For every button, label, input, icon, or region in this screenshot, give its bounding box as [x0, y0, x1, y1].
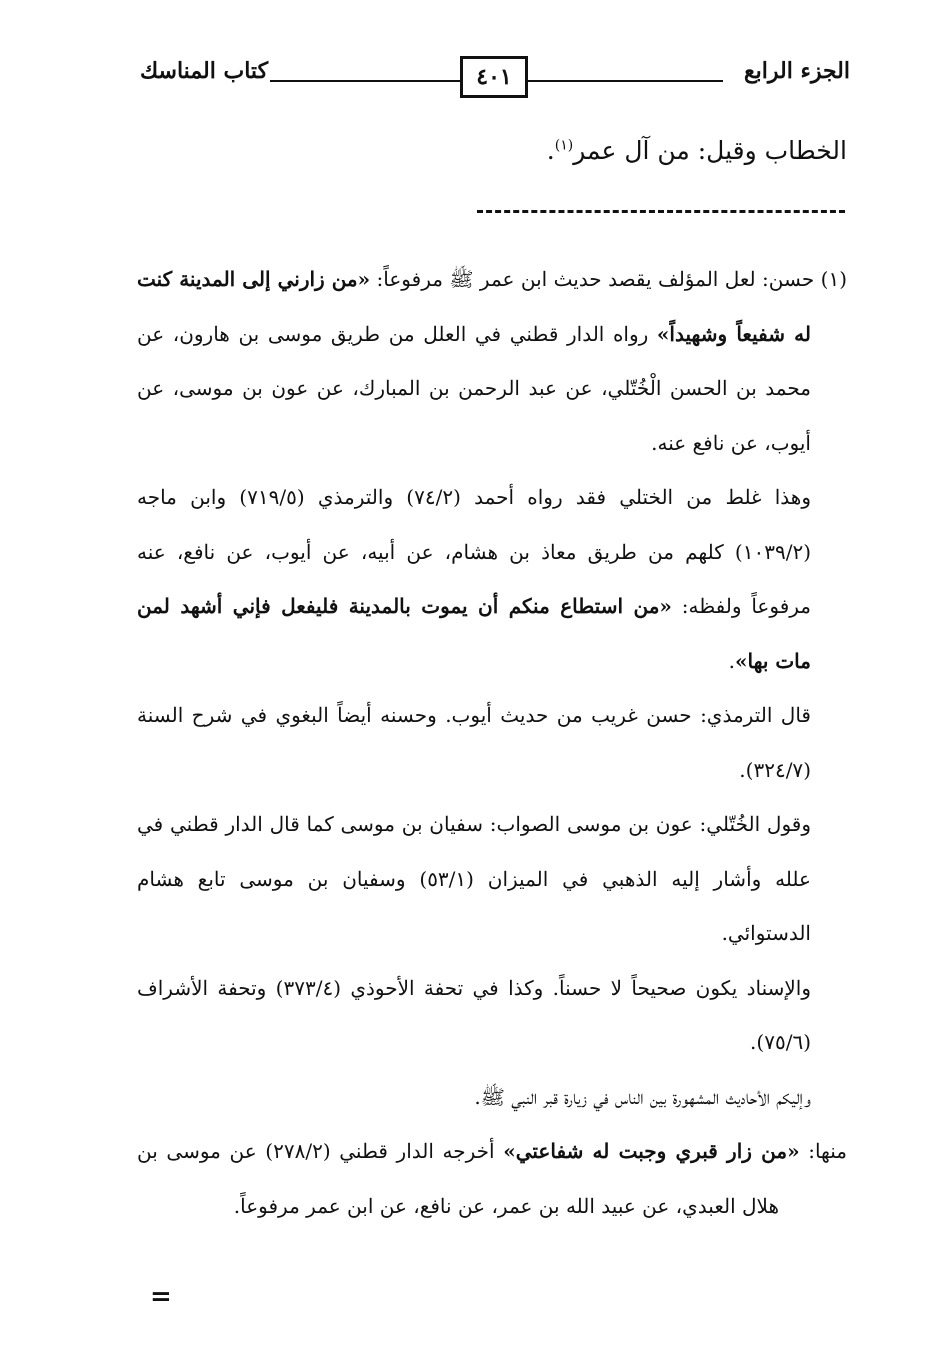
- page-number: ٤٠١: [460, 56, 528, 98]
- hadith-quote: «من استطاع منكم أن يموت بالمدينة فليفعل فإني أشهد لمن مات بها»: [137, 594, 811, 673]
- footnote-1: [137, 252, 847, 470]
- header-rule-left: [270, 80, 460, 82]
- footnote-number: (١): [820, 267, 847, 291]
- footnote-text: أخرجه الدار قطني (٢٧٨/٢) عن موسى بن هلال العبدي، عن عبيد الله بن عمر، عن نافع، عن ابن عمر مرفوعاً.: [137, 1139, 779, 1218]
- footnote-paragraph: قال الترمذي: حسن غريب من حديث أيوب. وحسنه أيضاً البغوي في شرح السنة (٣٢٤/٧).: [137, 703, 811, 782]
- page-header: [140, 52, 850, 104]
- footnote-text: رواه الدار قطني في العلل من طريق موسى بن هارون، عن محمد بن الحسن الْخُتّلي، عن عبد الرحمن بن المبارك، عن عون بن موسى، عن أيوب، عن نافع عنه.: [137, 321, 811, 455]
- continuation-mark: =: [150, 1282, 172, 1312]
- main-text-end: .: [546, 136, 555, 165]
- footnote-text: .: [728, 648, 736, 673]
- footnote-paragraph: وإليكم الأحاديث المشهورة بين الناس في زيارة قبر النبي ﷺ.: [474, 1084, 811, 1109]
- footnote-reference: (١): [554, 137, 574, 154]
- footnote-paragraph: والإسناد يكون صحيحاً لا حسناً. وكذا في تحفة الأحوذي (٣٧٣/٤) وتحفة الأشراف (٧٥/٦).: [137, 975, 812, 1054]
- footnote-label: منها:: [799, 1139, 848, 1163]
- main-text: [227, 130, 847, 172]
- footnote-separator: [477, 210, 845, 213]
- book-title: كتاب المناسك: [140, 58, 269, 84]
- footnote-paragraph: [137, 1124, 847, 1233]
- footnotes: [137, 252, 847, 1233]
- header-rule-right: [528, 80, 723, 82]
- main-text-content: الخطاب وقيل: من آل عمر: [573, 136, 847, 165]
- footnote-paragraph: [137, 470, 847, 688]
- footnote-text: حسن: لعل المؤلف يقصد حديث ابن عمر ﷺ مرفوعاً:: [370, 267, 815, 291]
- hadith-quote: «من زارني إلى المدينة كنت له شفيعاً وشهيداً»: [137, 267, 812, 346]
- footnote-paragraph: وقول الخُتّلي: عون بن موسى الصواب: سفيان بن موسى كما قال الدار قطني في علله وأشار إليه الذهبي في الميزان (٥٣/١) وسفيان بن موسى تابع هشام الدستوائي.: [137, 812, 811, 945]
- volume-title: الجزء الرابع: [743, 58, 850, 84]
- footnote-text: وهذا غلط من الختلي فقد رواه أحمد (٧٤/٢) والترمذي (٧١٩/٥) وابن ماجه (١٠٣٩/٢) كلهم من طريق معاذ بن هشام، عن أبيه، عن أيوب، عن نافع، عنه مرفوعاً ولفظه:: [137, 485, 812, 618]
- hadith-quote: «من زار قبري وجبت له شفاعتي»: [503, 1139, 800, 1163]
